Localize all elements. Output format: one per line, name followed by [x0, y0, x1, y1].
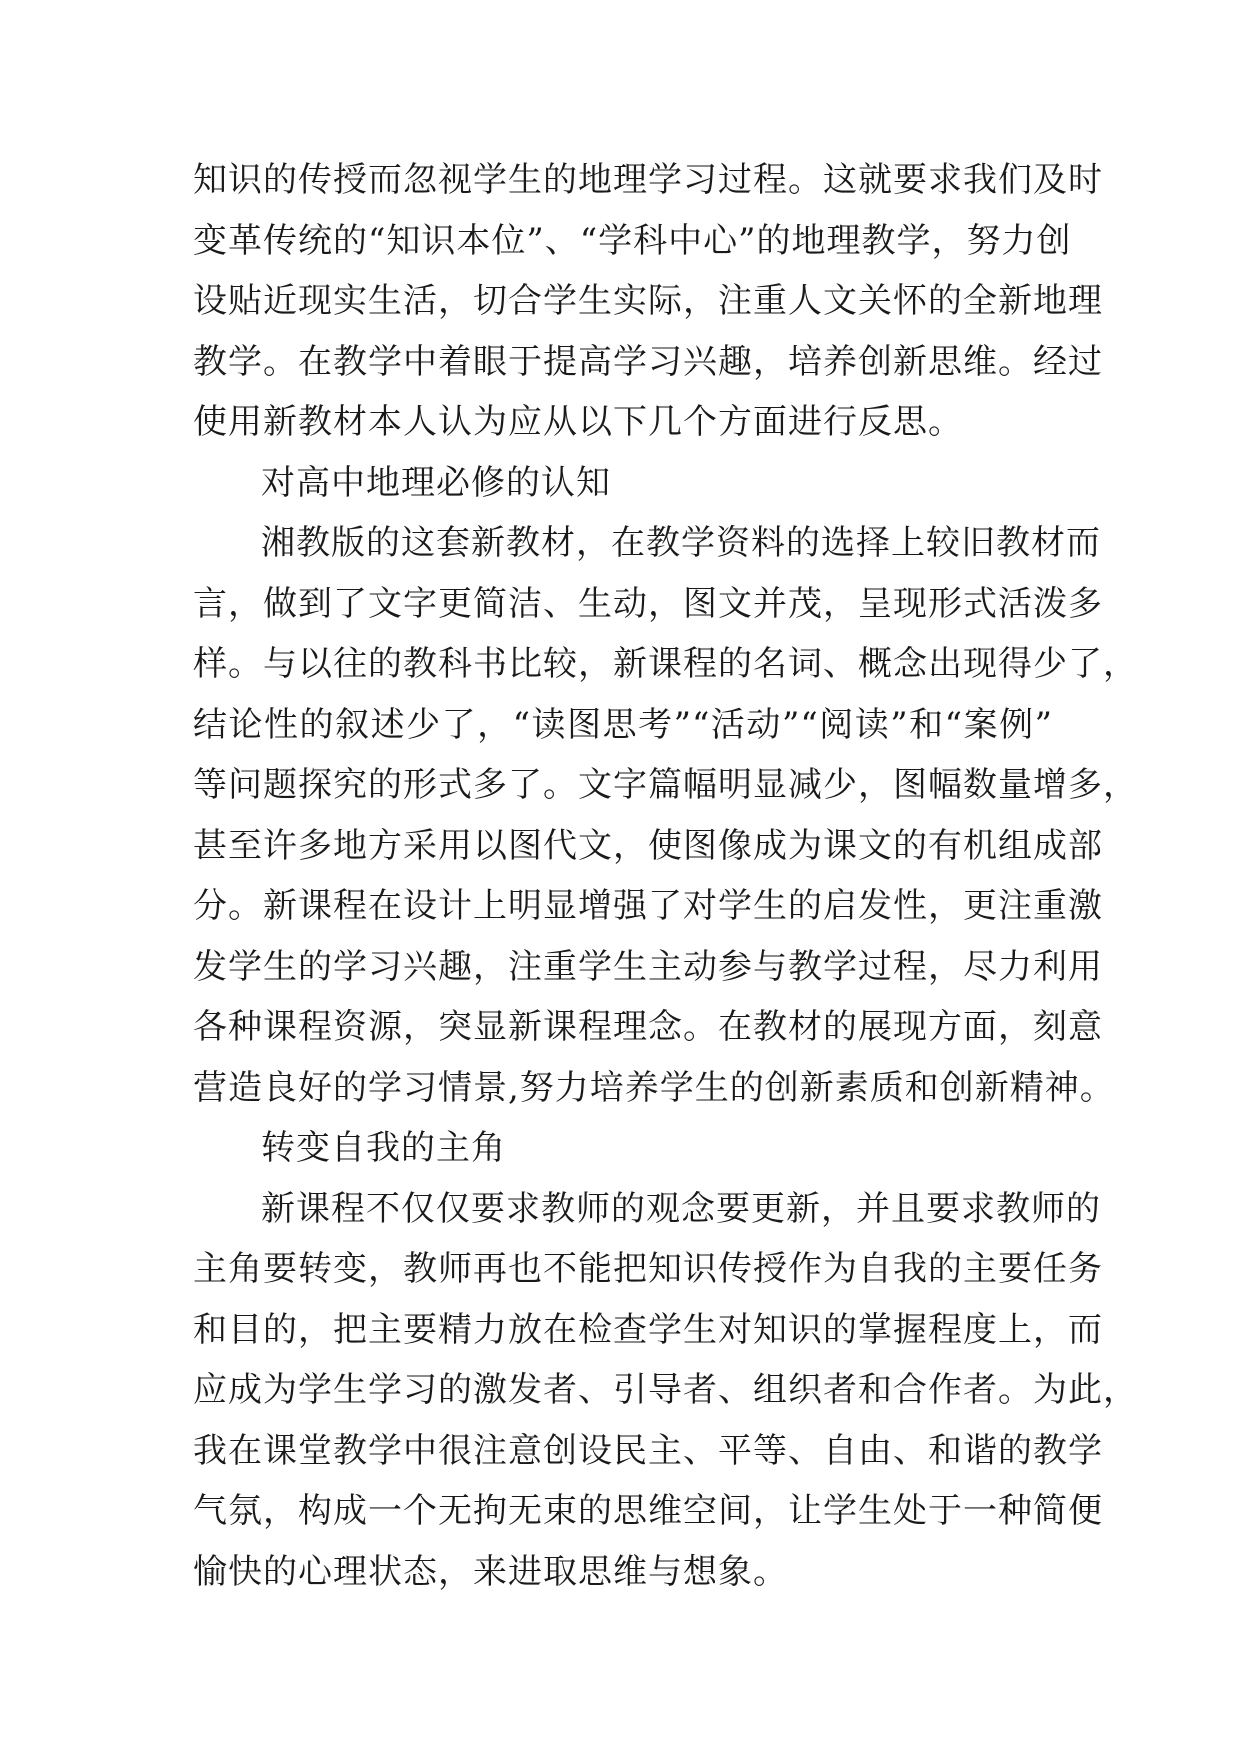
document-body: [193, 150, 1138, 1602]
text-line: 应成为学生学习的激发者、引导者、组织者和合作者。为此，: [193, 1370, 1138, 1410]
text-line: 知识的传授而忽视学生的地理学习过程。这就要求我们及时: [193, 160, 1103, 200]
paragraph-continued: [193, 150, 1103, 453]
text-line: 主角要转变，教师再也不能把知识传授作为自我的主要任务: [193, 1249, 1103, 1289]
text-line: 和目的，把主要精力放在检查学生对知识的掌握程度上，而: [193, 1309, 1103, 1350]
text-line: 变革传统的“知识本位”、“学科中心”的地理教学，努力创: [193, 220, 1072, 261]
text-line: 愉快的心理状态，来进取思维与想象。: [193, 1551, 788, 1592]
text-line: 各种课程资源，突显新课程理念。在教材的展现方面，刻意: [193, 1007, 1103, 1047]
text-line: 湘教版的这套新教材，在教学资料的选择上较旧教材而: [261, 523, 1101, 563]
text-line: 气氛，构成一个无拘无束的思维空间，让学生处于一种简便: [193, 1491, 1103, 1531]
text-line: 教学。在教学中着眼于提高学习兴趣，培养创新思维。经过: [193, 341, 1103, 382]
section-heading-cognition: 对高中地理必修的认知: [261, 462, 611, 503]
text-line: 等问题探究的形式多了。文字篇幅明显减少，图幅数量增多，: [193, 765, 1138, 805]
paragraph-textbook: [193, 513, 1138, 1118]
text-line: 分。新课程在设计上明显增强了对学生的启发性，更注重激: [193, 886, 1103, 926]
text-line: 结论性的叙述少了，“读图思考”“活动”“阅读”和“案例”: [193, 704, 1053, 745]
text-line: 发学生的学习兴趣，注重学生主动参与教学过程，尽力利用: [193, 946, 1103, 987]
text-line: 营造良好的学习情景,努力培养学生的创新素质和创新精神。: [193, 1067, 1115, 1108]
section-heading-role: 转变自我的主角: [261, 1128, 506, 1168]
text-line: 新课程不仅仅要求教师的观念要更新，并且要求教师的: [261, 1188, 1101, 1229]
text-line: 设贴近现实生活，切合学生实际，注重人文关怀的全新地理: [193, 281, 1103, 321]
paragraph-teacher-role: [193, 1179, 1138, 1603]
text-line: 甚至许多地方采用以图代文，使图像成为课文的有机组成部: [193, 825, 1103, 866]
text-line: 使用新教材本人认为应从以下几个方面进行反思。: [193, 402, 963, 442]
text-line: 我在课堂教学中很注意创设民主、平等、自由、和谐的教学: [193, 1430, 1103, 1471]
text-line: 言，做到了文字更简洁、生动，图文并茂，呈现形式活泼多: [193, 583, 1103, 624]
text-line: 样。与以往的教科书比较，新课程的名词、概念出现得少了，: [193, 644, 1138, 684]
